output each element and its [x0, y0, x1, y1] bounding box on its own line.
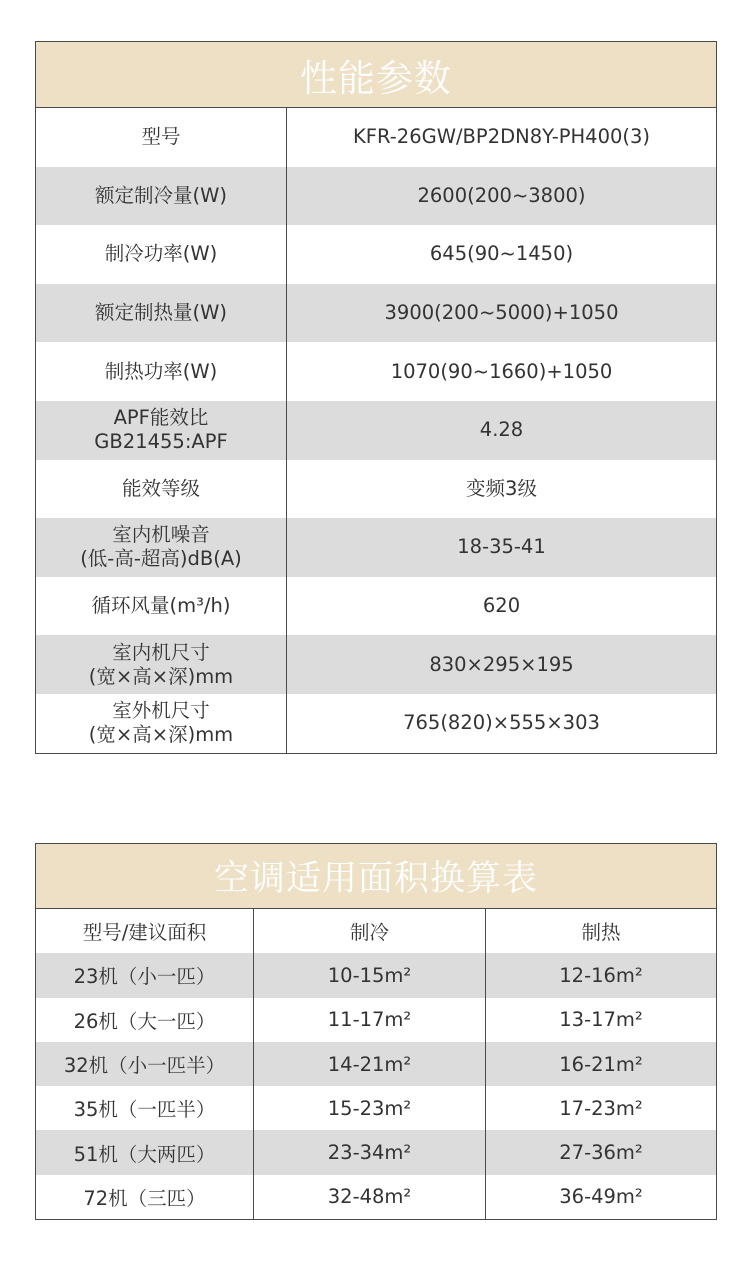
header-heating: 制热: [581, 921, 621, 945]
spec-value: 830×295×195: [429, 652, 574, 676]
area-cooling: 10-15m²: [254, 953, 486, 997]
spec-value: 2600(200~3800): [417, 183, 586, 207]
spec-row: [36, 577, 716, 636]
area-conversion-table: [35, 843, 717, 1220]
spec-row: [36, 401, 716, 460]
area-row: [36, 1086, 716, 1130]
spec-value: 3900(200~5000)+1050: [384, 301, 619, 325]
spec-value: 4.28: [479, 418, 524, 442]
area-row: [36, 1175, 716, 1219]
header-model-area: 型号/建议面积: [36, 909, 254, 953]
area-table-title: 空调适用面积换算表: [36, 844, 716, 909]
area-cooling: 14-21m²: [254, 1042, 486, 1086]
spec-value: 620: [482, 594, 521, 618]
area-model: 51机（大两匹）: [36, 1130, 254, 1174]
area-model: 23机（小一匹）: [36, 953, 254, 997]
header-cooling: 制冷: [254, 909, 486, 953]
spec-label: 制热功率(W): [36, 342, 287, 401]
performance-rows: [36, 108, 716, 753]
area-cooling: 15-23m²: [254, 1086, 486, 1130]
performance-table-title: 性能参数: [36, 42, 716, 108]
area-cooling: 23-34m²: [254, 1130, 486, 1174]
spec-row: [36, 108, 716, 167]
spec-row: [36, 342, 716, 401]
spec-label: 能效等级: [36, 460, 287, 519]
spec-label: 制冷功率(W): [36, 225, 287, 284]
area-rows: [36, 953, 716, 1219]
area-heating: 36-49m²: [559, 1185, 643, 1209]
spec-row: [36, 284, 716, 343]
spec-value: 645(90~1450): [429, 242, 574, 266]
area-model: 35机（一匹半）: [36, 1086, 254, 1130]
spec-row: [36, 635, 716, 694]
spec-value: 18-35-41: [457, 535, 546, 559]
spec-label: 型号: [36, 108, 287, 167]
area-model: 26机（大一匹）: [36, 998, 254, 1042]
spec-label: APF能效比 GB21455:APF: [36, 401, 287, 460]
area-model: 72机（三匹）: [36, 1175, 254, 1219]
area-heating: 12-16m²: [559, 963, 643, 987]
spec-value: 变频3级: [466, 476, 537, 500]
spec-label: 循环风量(m³/h): [36, 577, 287, 636]
spec-row: [36, 694, 716, 753]
area-row: [36, 1042, 716, 1086]
spec-label: 室内机尺寸 (宽×高×深)mm: [36, 635, 287, 694]
area-heating: 27-36m²: [559, 1141, 643, 1165]
spec-value: 765(820)×555×303: [403, 711, 600, 735]
area-heating: 13-17m²: [559, 1008, 643, 1032]
area-table-header-row: [36, 909, 716, 953]
spec-row: [36, 460, 716, 519]
area-model: 32机（小一匹半）: [36, 1042, 254, 1086]
area-row: [36, 998, 716, 1042]
spec-row: [36, 225, 716, 284]
area-heating: 16-21m²: [559, 1052, 643, 1076]
performance-table: [35, 41, 717, 754]
spec-label: 额定制冷量(W): [36, 167, 287, 226]
spec-row: [36, 518, 716, 577]
area-row: [36, 1130, 716, 1174]
area-row: [36, 953, 716, 997]
spec-label: 室内机噪音 (低-高-超高)dB(A): [36, 518, 287, 577]
spec-value: KFR-26GW/BP2DN8Y-PH400(3): [352, 125, 651, 149]
spec-label: 额定制热量(W): [36, 284, 287, 343]
spec-label: 室外机尺寸 (宽×高×深)mm: [36, 694, 287, 753]
spec-row: [36, 167, 716, 226]
area-heating: 17-23m²: [559, 1096, 643, 1120]
spec-value: 1070(90~1660)+1050: [390, 359, 613, 383]
area-cooling: 32-48m²: [254, 1175, 486, 1219]
area-cooling: 11-17m²: [254, 998, 486, 1042]
